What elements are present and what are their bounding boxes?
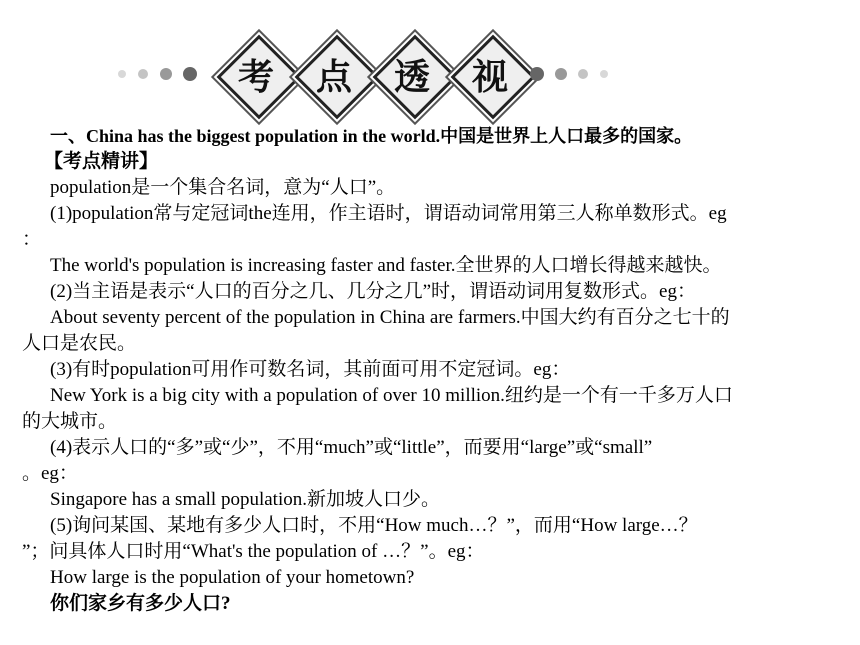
text-line: 你们家乡有多少人口?	[50, 593, 231, 614]
text-line: population是一个集合名词，意为“人口”。	[50, 177, 396, 198]
text-line: (2)当主语是表示“人口的百分之几、几分之几”时，谓语动词用复数形式。eg：	[50, 281, 696, 302]
dot-icon	[138, 69, 148, 79]
dot-icon	[578, 69, 588, 79]
dot-icon	[555, 68, 567, 80]
dot-icon	[183, 67, 197, 81]
text-line: 的大城市。	[22, 411, 118, 432]
banner-char: 点	[315, 56, 352, 98]
text-line: 。eg：	[22, 463, 78, 484]
section-banner	[0, 18, 860, 100]
text-line: About seventy percent of the population in China are farmers.中国大约有百分之七十的	[50, 307, 730, 328]
text-line: New York is a big city with a population of over 10 million.纽约是一个有一千多万人口	[50, 385, 733, 406]
text-line: The world's population is increasing faster and faster.全世界的人口增长得越来越快。	[50, 255, 722, 276]
banner-char: 考	[237, 56, 274, 98]
text-line: (5)询问某国、某地有多少人口时，不用“How much…？”，而用“How large…？	[50, 515, 698, 536]
banner-diamond-3	[374, 36, 450, 112]
banner-char: 透	[393, 56, 430, 98]
text-line: How large is the population of your hometown?	[50, 567, 415, 588]
dot-icon	[600, 70, 608, 78]
text-line: ”；问具体人口时用“What's the population of …？”。eg：	[22, 541, 485, 562]
dot-icon	[160, 68, 172, 80]
text-line: Singapore has a small population.新加坡人口少。	[50, 489, 440, 510]
banner-diamond-1	[218, 36, 294, 112]
banner-char: 视	[471, 56, 508, 98]
subsection-label: 【考点精讲】	[44, 151, 159, 172]
banner-diamond-4	[452, 36, 528, 112]
dot-icon	[530, 67, 544, 81]
text-line: 人口是农民。	[22, 333, 137, 354]
text-line: (4)表示人口的“多”或“少”，不用“much”或“little”，而要用“large”或“small”	[50, 437, 653, 458]
text-line: ：	[22, 229, 42, 250]
text-line: (1)population常与定冠词the连用，作主语时，谓语动词常用第三人称单数形式。eg	[50, 203, 727, 224]
dot-icon	[118, 70, 126, 78]
text-line: (3)有时population可用作可数名词，其前面可用不定冠词。eg：	[50, 359, 571, 380]
section-heading: 一、China has the biggest population in the world.中国是世界上人口最多的国家。	[50, 126, 693, 146]
banner-diamond-2	[296, 36, 372, 112]
